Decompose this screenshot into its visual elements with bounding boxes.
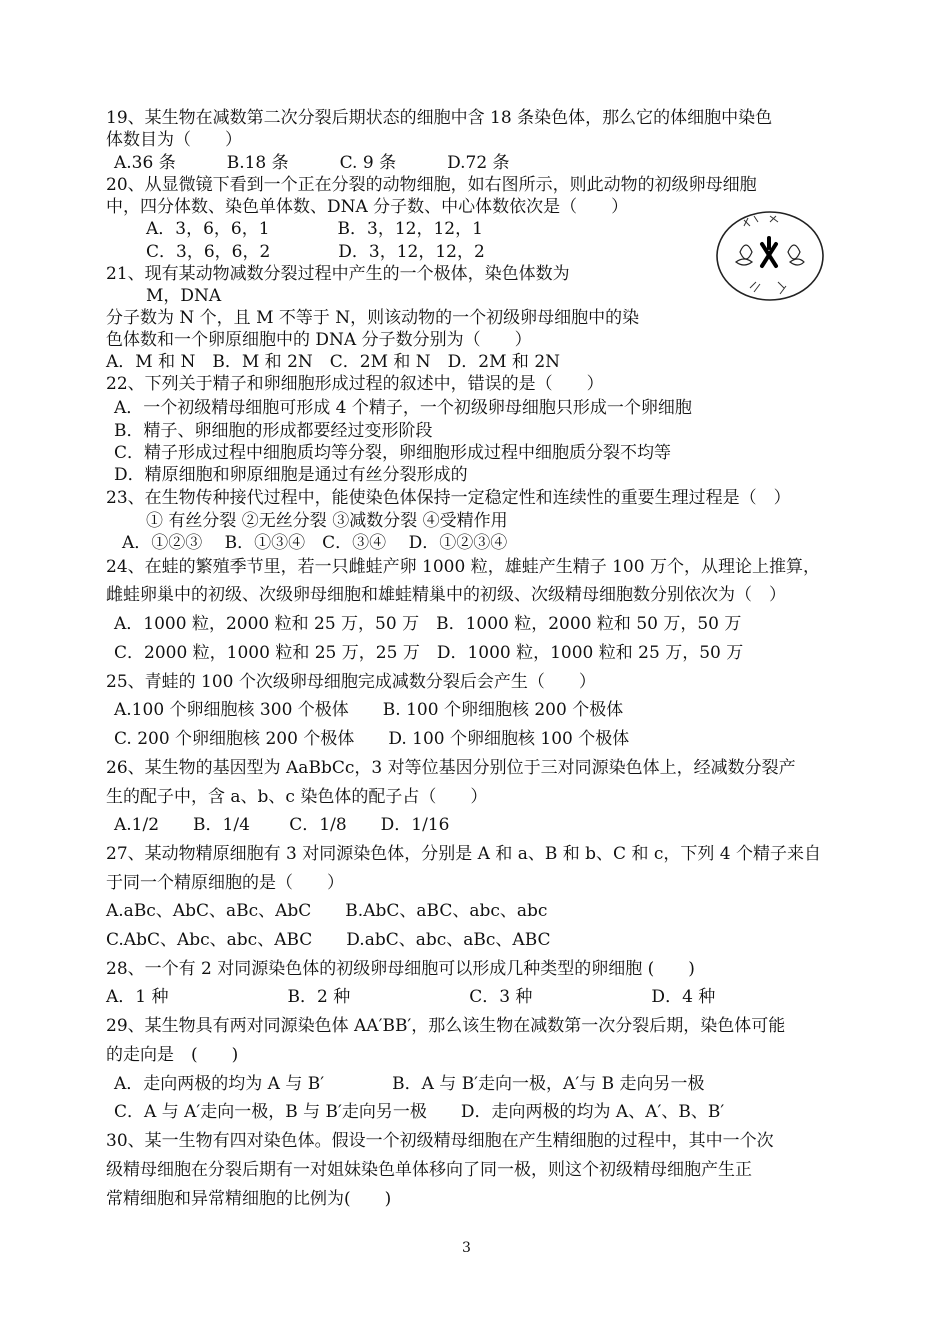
text-line: 的走向是 ( ) xyxy=(106,1045,239,1065)
text-line: 29、某生物具有两对同源染色体 AA′BB′，那么该生物在减数第一次分裂后期，染色体可能 xyxy=(106,1016,786,1036)
text-line: A．1000 粒，2000 粒和 25 万，50 万 B．1000 粒，2000 粒和 50 万，50 万 xyxy=(114,614,742,634)
text-line: 22、下列关于精子和卵细胞形成过程的叙述中，错误的是（ ） xyxy=(106,374,604,394)
text-line: ① 有丝分裂 ②无丝分裂 ③减数分裂 ④受精作用 xyxy=(146,511,508,531)
text-line: 雌蛙卵巢中的初级、次级卵母细胞和雄蛙精巢中的初级、次级精母细胞数分别依次为（ ） xyxy=(106,585,786,605)
text-line: 30、某一生物有四对染色体。假设一个初级精母细胞在产生精细胞的过程中，其中一个次 xyxy=(106,1131,774,1151)
text-line: 19、某生物在减数第二次分裂后期状态的细胞中含 18 条染色体，那么它的体细胞中染色 xyxy=(106,108,773,128)
dividing-cell-figure xyxy=(714,208,826,304)
text-line: 常精细胞和异常精细胞的比例为( ) xyxy=(106,1189,392,1209)
text-line: A．3，6，6，1 B．3，12，12，1 xyxy=(146,219,483,239)
text-line: 分子数为 N 个，且 M 不等于 N，则该动物的一个初级卵母细胞中的染 xyxy=(106,308,640,328)
text-line: C.AbC、Abc、abc、ABC D.abC、abc、aBc、ABC xyxy=(106,930,551,950)
text-line: 28、一个有 2 对同源染色体的初级卵母细胞可以形成几种类型的卵细胞 ( ) xyxy=(106,959,695,979)
text-line: A.1/2 B．1/4 C．1/8 D．1/16 xyxy=(114,815,450,835)
text-line: 25、青蛙的 100 个次级卵母细胞完成减数分裂后会产生（ ） xyxy=(106,672,596,692)
page-number: 3 xyxy=(462,1240,471,1256)
text-line: A．一个初级精母细胞可形成 4 个精子，一个初级卵母细胞只形成一个卵细胞 xyxy=(114,398,692,418)
text-line: C．2000 粒，1000 粒和 25 万，25 万 D．1000 粒，1000 粒和 25 万，50 万 xyxy=(114,643,744,663)
text-line: 于同一个精原细胞的是（ ） xyxy=(106,873,344,893)
text-line: A．走向两极的均为 A 与 B′ B．A 与 B′走向一极，A′与 B 走向另一极 xyxy=(114,1074,705,1094)
text-line: 生的配子中，含 a、b、c 染色体的配子占（ ） xyxy=(106,787,488,807)
text-line: 27、某动物精原细胞有 3 对同源染色体，分别是 A 和 a、B 和 b、C 和 c，下列 4 个精子来自 xyxy=(106,844,822,864)
text-line: 中，四分体数、染色单体数、DNA 分子数、中心体数依次是（ ） xyxy=(106,197,629,217)
text-line: A．①②③ B．①③④ C．③④ D．①②③④ xyxy=(122,533,508,553)
text-line: D．精原细胞和卵原细胞是通过有丝分裂形成的 xyxy=(114,465,468,485)
text-line: 23、在生物传种接代过程中，能使染色体保持一定稳定性和连续性的重要生理过程是（ ） xyxy=(106,488,791,508)
text-line: C．3，6，6，2 D．3，12，12，2 xyxy=(146,242,485,262)
text-line: 26、某生物的基因型为 AaBbCc，3 对等位基因分别位于三对同源染色体上，经减数分裂产 xyxy=(106,758,796,778)
text-line: A.36 条 B.18 条 C. 9 条 D.72 条 xyxy=(114,153,510,173)
text-line: M，DNA xyxy=(146,286,222,306)
text-line: A.aBc、AbC、aBc、AbC B.AbC、aBC、abc、abc xyxy=(106,901,548,921)
text-line: 24、在蛙的繁殖季节里，若一只雌蛙产卵 1000 粒，雄蛙产生精子 100 万个，从理论上推算， xyxy=(106,557,820,577)
text-line: B．精子、卵细胞的形成都要经过变形阶段 xyxy=(114,421,433,441)
text-line: C．精子形成过程中细胞质均等分裂，卵细胞形成过程中细胞质分裂不均等 xyxy=(114,443,672,463)
text-line: 色体数和一个卵原细胞中的 DNA 分子数分别为（ ） xyxy=(106,330,532,350)
text-line: C. 200 个卵细胞核 200 个极体 D. 100 个卵细胞核 100 个极体 xyxy=(114,729,630,749)
text-line: 20、从显微镜下看到一个正在分裂的动物细胞，如右图所示，则此动物的初级卵母细胞 xyxy=(106,175,757,195)
text-line: 体数目为（ ） xyxy=(106,130,242,150)
text-line: A．M 和 N B．M 和 2N C．2M 和 N D．2M 和 2N xyxy=(106,352,561,372)
text-line: A.100 个卵细胞核 300 个极体 B. 100 个卵细胞核 200 个极体 xyxy=(114,700,624,720)
text-line: 21、现有某动物减数分裂过程中产生的一个极体，染色体数为 xyxy=(106,264,570,284)
text-line: C．A 与 A′走向一极，B 与 B′走向另一极 D．走向两极的均为 A、A′、B、B′ xyxy=(114,1102,725,1122)
text-line: 级精母细胞在分裂后期有一对姐妹染色单体移向了同一极，则这个初级精母细胞产生正 xyxy=(106,1160,752,1180)
text-line: A．1 种 B．2 种 C．3 种 D．4 种 xyxy=(106,987,716,1007)
